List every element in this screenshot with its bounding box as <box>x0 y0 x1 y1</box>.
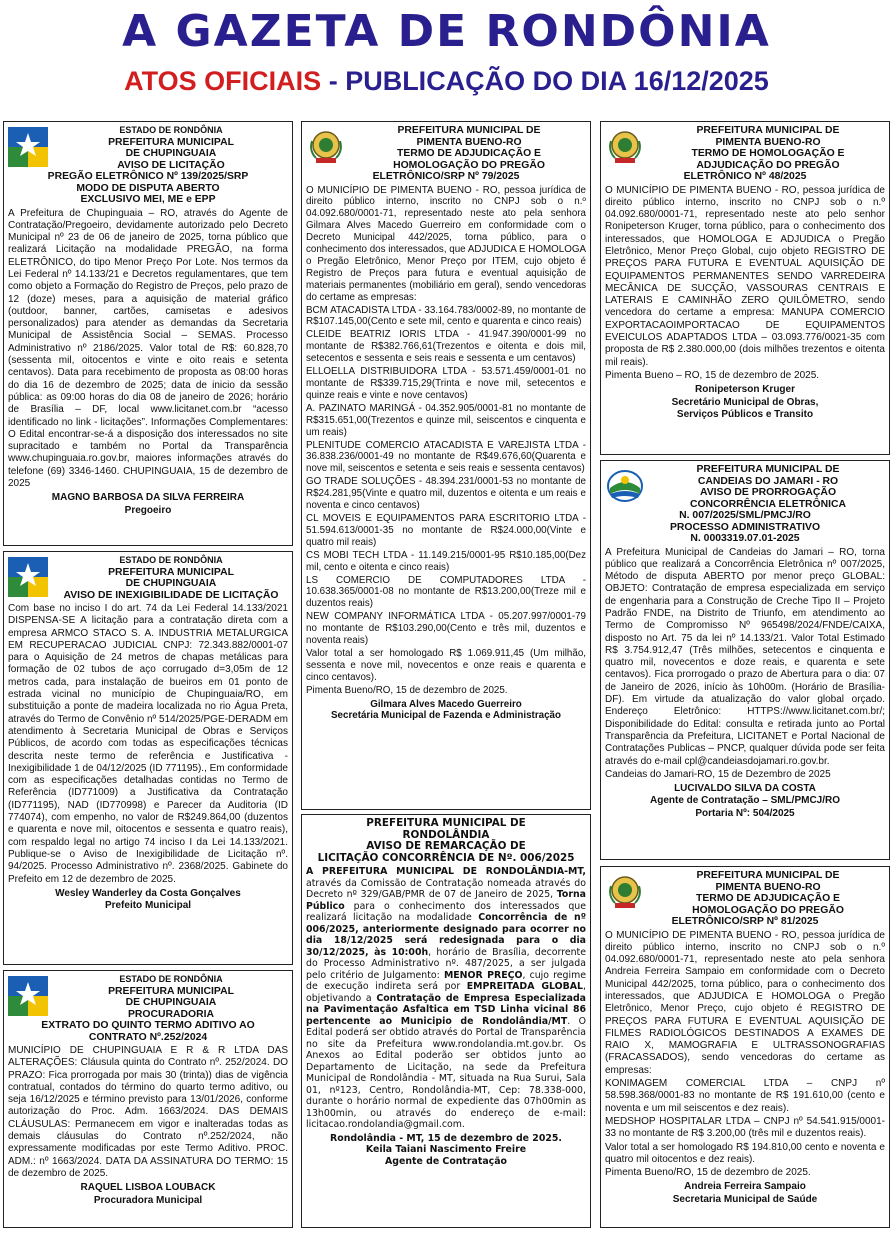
signatory-title: Serviços Públicos e Transito <box>676 408 814 420</box>
hdr-line: LICITAÇÃO CONCORRÊNCIA DE Nº. 006/2025 <box>317 851 575 864</box>
notice-body: Com base no inciso I do art. 74 da Lei Federal 14.133/2021 DISPENSA-SE A licitação para a contratação direta com a empresa ARMCO STACO S. A. INDUSTRIA METALURGICA EM RECUPERACAO JUDICIAL CNPJ: 72.343.882/0001-07 para o Aquisição de 24 metros de chapas metálicas para formação de 02 tubos de aço corrugado d=3,05m de 12 metros cada, para instalação de bueiros em 01 ponto de estrada vicinal no município de Chupinguaia/RO, em substituição a ponte de madeira localizada no rio Água Preta, através do Termo de Convênio nº 514/2025/PGE-DERADM em atendimento à Secretaria Municipal de Obras e Serviços Públicos, de acordo com todas as especificações técnicas descrita neste termo de referência e Justificativa - Inexigibilidade 1 de 04/12/2025 (ID 771195)., Em conformidade com as especificações detalhadas contidas no Termo de Referência (ID771009) a Justificativa da Contratação (ID771195), NAD (ID770998) e Parecer da Auditoria (ID 774074), com empenho, no valor de R$249.864,00 (duzentos e quarenta e nove mil, oitocentos e sessenta e quatro reais), com respaldo legal no artigo 74 inciso I da Lei 14.133/2021. Publique-se o Aviso de Inexigibilidade de Licitação nº. 94/2025. Processo Administrativo nº. 2368/2025. Gabinete do Prefeito em 12 de dezembro de 2025. <box>8 603 288 885</box>
hdr-line: AVISO DE PRORROGAÇÃO <box>699 487 837 498</box>
signatory-title: Agente de Contratação – SML/PMCJ/RO <box>649 795 841 807</box>
signatory-name: Keila Taiani Nascimento Freire <box>365 1144 527 1155</box>
subhead-right: PUBLICAÇÃO DO DIA 16/12/2025 <box>345 66 769 96</box>
signatory-title: Pregoeiro <box>124 504 172 516</box>
hdr-line: PREFEITURA MUNICIPAL <box>108 566 234 578</box>
notice-pimenta-bueno-81 <box>600 866 890 1228</box>
hdr-line: ELETRÔNICO/SRP Nº 79/2025 <box>372 171 520 182</box>
body-text: . O Edital poderá ser obtido através do Portal de Transparência no site da Prefeitura www.rondolandia.mt.gov.br. Os Anexos ao Edital poderão ser obtidos junto ao Departamento de Licitação, na sede da Prefeitura Municipal de Rondolândia - MT, situada na Rua Surui, Sala 01, nº123, Centro, Rondolândia-MT, Cep: 78.338-000, durante o horário normal de expediente das 07h00min as 13h00min, ou através do endereço de e-mail: licitacao.rondolandia@gmail.com. <box>306 1015 587 1130</box>
notice-pimenta-bueno-48 <box>600 121 890 455</box>
notice-body: A Prefeitura de Chupinguaia – RO, através do Agente de Contratação/Pregoeiro, devidamente autorizado pelo Decreto Municipal nº 23 de 06 de janeiro de 2025, torna público que realizará Licitação na modalidade PREGÃO, na forma ELETRÔNICO, do tipo Menor Preço Por Lote. Nos termos da Lei Federal nº 14.133/21 e Decretos regulamentares, que tem como objeto a Formação do Registro de Preços, pelo prazo de 12 (doze) meses, para a aquisição de material gráfico (outdoor, banner, cartões, camisetas e adesivos personalizados) para atender as demandas da Secretaria Municipal de Assistência Social – SEMAS. Processo Administrativo nº 2186/2025. Valor total de R$: 60.828,70 (sessenta mil, oitocentos e vinte e oito reais e setenta centavos). Data para recebimento de proposta as 08:00 horas do dia 16 de dezembro de 2025; data de inicio da sessão pública: as 09:00 horas do dia 08 de janeiro de 2026; horário de Brasília – DF, local www.licitanet.com.br “acesso identificado no link - licitações”. Informações Complementares: O Edital encontrar-se-á a disposição dos interessados no site supracitado e também no Portal da Transparência www.chupinguaia.ro.gov.br, maiores informações através do telefone (69) 3346-1460. CHUPINGUAIA, 15 de dezembro de 2025 <box>8 207 288 490</box>
notice-body <box>306 866 586 1131</box>
notice-rondolandia <box>301 814 591 1228</box>
hdr-line: ESTADO DE RONDÔNIA <box>119 125 223 135</box>
list-item: Valor total a ser homologado R$ 194.810,00 cento e noventa e quatro mil oitocentos e dez reais). <box>605 1141 885 1165</box>
signatory-name: Gilmara Alves Macedo Guerreiro <box>370 698 522 710</box>
signatory-name: Andreia Ferreira Sampaio <box>684 1181 806 1193</box>
hdr-line: PREFEITURA MUNICIPAL DE <box>366 817 526 829</box>
list-item: CLEIDE BEATRIZ IORIS LTDA - 41.947.390/0001-99 no montante de R$382.766,61(Trezentos e oitenta e dois mil, setecentos e sessenta e seis reais e sessenta e um centavos) <box>306 329 586 365</box>
body-emphasis: Contratação de Empresa Especializada na Pavimentação Asfaltica em TSD Linha vicinal 86 pertencente ao Municipio de Rondolândia/MT <box>306 992 586 1027</box>
body-emphasis: Torna Público <box>306 889 586 912</box>
hdr-line: ELETRÔNICO/SRP Nº 81/2025 <box>671 916 819 927</box>
notice-chupinguaia-inexigibilidade <box>3 551 293 965</box>
body-text: , cujo regime de execução indireta será por <box>306 969 586 992</box>
list-item: Pimenta Bueno/RO, 15 de dezembro de 2025. <box>306 684 508 696</box>
hdr-line: MODO DE DISPUTA ABERTO <box>76 182 220 194</box>
rondonia-flag-icon <box>8 127 48 167</box>
notice-body: A Prefeitura Municipal de Candeias do Jamari – RO, torna público que realizará a Concorrência Eletrônica nº 007/2025, Método de disputa ABERTO por menor preço GLOBAL: OBJETO: Contratação de empresa especializada em serviço de engenharia para a Construção de Creche Tipo II – Projeto Padrão FNDE, na Distrito de Triunfo, em atendimento ao Termo de Compromisso Nº 965498/2024/FNDE/CAIXA, disposto no Art. 75 da lei nº 14.133/21. Valor Total Estimado R$ 3.754.912,47 (Três milhões, setecentos e cinquenta e quatro mil, novecentos e doze reais, e quarenta e sete centavos). Fica prorrogado o prazo de Abertura para o dia: 07 de Janeiro de 2026, início às 10h00m. (Horário de Brasília-DF). Em virtude da atualização do valor global orçado. Endereço Eletrônico: HTTPS://www.licitanet.com.br/; Disponibilidade do Edital: consulta e retirada junto ao Portal Transparência da Prefeitura, LICITANET e Portal Nacional de Contratações Publicas – PNCP, qualquer dúvida pode ser feita através do e-mail cpl@candeiasdojamari.ro.gov.br. <box>605 546 885 767</box>
hdr-line: CANDEIAS DO JAMARI - RO <box>697 475 839 487</box>
hdr-line: AVISO DE REMARCAÇÃO DE <box>366 840 526 852</box>
list-item: PLENITUDE COMERCIO ATACADISTA E VAREJISTA LTDA - 36.838.236/0001-49 no montante de R$49.676,60(Quarenta e nove mil, seiscentos e setenta e seis reais e sessenta centavos) <box>306 439 586 475</box>
hdr-line: PREFEITURA MUNICIPAL DE <box>397 125 541 136</box>
list-item: GO TRADE SOLUÇÕES - 48.394.231/0001-53 no montante de R$24.281,95(Vinte e quatro mil, duzentos e oitenta e um reais e noventa e cinco centavos) <box>306 476 586 512</box>
hdr-line: PIMENTA BUENO-RO <box>416 136 522 148</box>
notice-body: MUNICÍPIO DE CHUPINGUAIA E R & R LTDA DAS ALTERAÇÕES: Cláusula quinta do Contrato nº. 252/2024. DO PRAZO: Fica prorrogada por mais 30 (trinta)) dias de vigência contratual, contados do término do quarto termo aditivo, ou seja 16/12/2025 e término previsto para 13/01/2026, conforme autorização do Proc. Adm. 1663/2024. DAS DEMAIS CLÁUSULAS: Permanecem em vigor e inalteradas todas as demais cláusulas do Contrato nº.252/2024, não expressamente modificadas por este Termo Aditivo. PROC. ADM.: nº 1663/2024. DATA DA ASSINATURA DO TERMO: 15 de dezembro de 2025. <box>8 1045 288 1179</box>
notice-body: O MUNICÍPIO DE PIMENTA BUENO - RO, pessoa jurídica de direito público interno, inscrito no CNPJ sob o n.º 04.092.680/0001-71, representado neste ato pela senhora Gilmara Alves Macedo Guerreiro em conformidade com o Decreto Municipal 442/2025, torna público, para o conhecimento dos interessados, que ADJUDICA E HOMOLOGA o Pregão Eletrônico, Menor Preço por ITEM, cujo objeto é Registro de Preços para futura e eventual aquisição de materiais permanentes (mobiliário em geral), sendo vencedoras do certame as empresas: <box>306 184 586 303</box>
candeias-coat-of-arms-icon <box>605 466 645 506</box>
list-item: Valor total a ser homologado R$ 1.069.911,45 (Um milhão, sessenta e nove mil, novecentos e onze reais e quarenta e cinco centavos). <box>306 647 586 683</box>
hdr-line: HOMOLOGAÇÃO DO PREGÃO <box>692 904 844 916</box>
hdr-line: ADJUDICAÇÃO DO PREGÃO <box>696 159 840 171</box>
hdr-line: TERMO DE ADJUDICAÇÃO E <box>696 893 840 904</box>
hdr-line: PREFEITURA MUNICIPAL DE <box>696 125 840 136</box>
masthead: A GAZETA DE RONDÔNIA <box>122 6 771 57</box>
hdr-line: DE CHUPINGUAIA <box>125 148 217 159</box>
list-item: BCM ATACADISTA LTDA - 33.164.783/0002-89, no montante de R$107.145,00(Cento e sete mil, cento e quarenta e cinco reais) <box>306 304 586 328</box>
hdr-line: N. 007/2025/SML/PMCJ/RO <box>679 510 811 521</box>
notice-date: Rondolândia - MT, 15 de dezembro de 2025. <box>330 1132 562 1144</box>
municipal-coat-of-arms-icon <box>605 127 645 167</box>
signatory-name: MAGNO BARBOSA DA SILVA FERREIRA <box>51 492 245 504</box>
municipal-coat-of-arms-icon <box>306 127 346 167</box>
signatory-name: Ronipeterson Kruger <box>694 384 795 396</box>
signatory-name: Wesley Wanderley da Costa Gonçalves <box>55 887 241 899</box>
hdr-line: EXTRATO DO QUINTO TERMO ADITIVO AO <box>41 1020 255 1031</box>
signatory-title: Agente de Contratação <box>385 1155 507 1167</box>
hdr-line: PREFEITURA MUNICIPAL <box>108 985 234 997</box>
body-emphasis: EMPREITADA GLOBAL <box>466 981 584 992</box>
hdr-line: HOMOLOGAÇÃO DO PREGÃO <box>393 159 545 171</box>
list-item: NEW COMPANY INFORMÁTICA LTDA - 05.207.997/0001-79 no montante de R$103.290,00(Cento e três mil, duzentos e noventa reais) <box>306 611 586 647</box>
hdr-line: EXCLUSIVO MEI, ME e EPP <box>80 194 216 205</box>
rondonia-flag-icon <box>8 976 48 1016</box>
notice-body: O MUNICÍPIO DE PIMENTA BUENO - RO, pessoa jurídica de direito público interno, inscrito no CNPJ sob o n.º 04.092.680/0001-71, representado neste ato pelo senhor Ronipeterson Kruger, torna público, para o conhecimento dos interessados, que HOMOLOGA E ADJUDICA o Pregão Eletrônico, Menor Preço Global, cujo objeto REGISTRO DE PREÇOS PARA FUTURA E EVENTUAL AQUISIÇÃO DE EQUIPAMENTOS PERMANENTES SENDO VARREDEIRA MECÂNICA DE SUCÇÃO, VASSOURAS CENTRAIS E LATERAIS E CAMINHÃO ZERO QUILÔMETRO, sendo vencedora do certame a empresa: MANUPA COMERCIO EXPORTACAOIMPORTACAO DE EQUIPAMENTOS EVEICULOS ADAPTADOS LTDA – 03.093.776/0021-35 com proposta de R$ 2.380.000,00 (dois milhões trezentos e oitenta mil reais). <box>605 184 885 368</box>
hdr-line: TERMO DE HOMOLOGAÇÃO E <box>691 148 845 159</box>
notice-chupinguaia-aditivo <box>3 970 293 1228</box>
notice-date: Candeias do Jamari-RO, 15 de Dezembro de 2025 <box>605 768 831 780</box>
hdr-line: PIMENTA BUENO-RO <box>715 136 821 148</box>
hdr-line: PROCESSO ADMINISTRATIVO <box>669 521 821 533</box>
subhead <box>0 66 893 97</box>
signatory-title: Procuradora Municipal <box>93 1194 203 1206</box>
notice-chupinguaia-pregao <box>3 121 293 546</box>
signatory-title: Secretário Municipal de Obras, <box>671 396 819 408</box>
body-text: através da Comissão de Contratação nomeada através do Decreto nº 329/GAB/PMR de 07 de Janeiro de 2025, <box>306 877 586 900</box>
hdr-line: ESTADO DE RONDÔNIA <box>119 974 223 984</box>
signatory-name: RAQUEL LISBOA LOUBACK <box>80 1182 216 1194</box>
list-item: CL MOVEIS E EQUIPAMENTOS PARA ESCRITORIO LTDA - 51.594.613/0001-35 no montante de R$24.000,00(Vinte e quatro mil reais) <box>306 512 586 548</box>
notice-candeias-do-jamari <box>600 460 890 860</box>
municipal-coat-of-arms-icon <box>605 872 645 912</box>
signatory-name: LUCIVALDO SILVA DA COSTA <box>674 783 816 795</box>
list-item: MEDSHOP HOSPITALAR LTDA – CNPJ nº 54.541.915/0001-33 no montante de R$ 3.200,00 (três mil e duzentos reais). <box>605 1115 885 1140</box>
hdr-line: RONDOLÂNDIA <box>402 828 490 841</box>
signatory-title: Portaria Nº: 504/2025 <box>695 807 795 819</box>
rondonia-flag-icon <box>8 557 48 597</box>
hdr-line: PREFEITURA MUNICIPAL DE <box>696 464 840 475</box>
hdr-line: PREFEITURA MUNICIPAL <box>108 136 234 148</box>
list-item: Pimenta Bueno/RO, 15 de dezembro de 2025. <box>605 1167 811 1179</box>
hdr-line: PREGÃO ELETRÔNICO Nº 139/2025/SRP <box>47 171 249 182</box>
hdr-line: DE CHUPINGUAIA <box>125 578 217 589</box>
body-emphasis: A PREFEITURA MUNICIPAL DE RONDOLÂNDIA-MT, <box>306 866 586 877</box>
signatory-title: Secretaria Municipal de Saúde <box>672 1193 818 1205</box>
body-text: , horário de Brasília, decorrente do Processo Administrativo nº. 487/2025, a ser julgada pelo critério de Julgamento: <box>306 946 586 981</box>
list-item: LS COMERCIO DE COMPUTADORES LTDA - 10.638.365/0001-08 no montante de R$13.200,00(Treze mil e duzentos reais) <box>306 574 586 610</box>
notice-date: Pimenta Bueno – RO, 15 de dezembro de 2025. <box>605 369 820 381</box>
notice-pimenta-bueno-79 <box>301 121 591 810</box>
body-emphasis: MENOR PREÇO <box>443 969 523 981</box>
list-item: CS MOBI TECH LTDA - 11.149.215/0001-95 R$10.185,00(Dez mil, cento e oitenta e cinco reais) <box>306 549 586 573</box>
list-item: KONIMAGEM COMERCIAL LTDA – CNPJ nº 58.598.368/0001-83 no montante de R$ 191.610,00 (cento e noventa e um mil seiscentos e dez reais). <box>605 1078 885 1114</box>
hdr-line: ESTADO DE RONDÔNIA <box>119 555 223 565</box>
hdr-line: AVISO DE INEXIGIBILIDADE DE LICITAÇÃO <box>63 589 279 601</box>
hdr-line: AVISO DE LICITAÇÃO <box>117 159 225 171</box>
list-item: ELLOELLA DISTRIBUIDORA LTDA - 53.571.459/0001-01 no montante de R$339.715,29(Trinta e nove mil, setecentos e quinze reais e vinte e nove centavos) <box>306 366 586 401</box>
subhead-sep: - <box>321 66 346 96</box>
signatory-title: Prefeito Municipal <box>104 900 192 912</box>
body-text: , objetivando a <box>306 981 586 1004</box>
hdr-line: PIMENTA BUENO-RO <box>715 881 821 893</box>
signatory-title: Secretária Municipal de Fazenda e Administração <box>331 710 561 722</box>
hdr-line: CONCORRÊNCIA ELETRÔNICA <box>689 498 847 510</box>
body-text: para o conhecimento dos interessados que realizará licitação na modalidade <box>306 900 586 923</box>
hdr-line: ELETRÔNICO Nº 48/2025 <box>683 171 807 182</box>
hdr-line: CONTRATO Nº.252/2024 <box>88 1031 208 1043</box>
hdr-line: PROCURADORIA <box>127 1008 214 1020</box>
body-emphasis: Concorrência de nº 006/2025, anteriormente designado para ocorrer no dia 18/12/2025 será redesignada para o dia 30/12/2025, às 10:00h <box>306 912 586 958</box>
hdr-line: N. 0003319.07.01-2025 <box>690 533 800 544</box>
hdr-line: PREFEITURA MUNICIPAL DE <box>696 870 840 881</box>
subhead-left: ATOS OFICIAIS <box>124 66 322 96</box>
list-item: A. PAZINATO MARINGÁ - 04.352.905/0001-81 no montante de R$315.651,00(Trezentos e quinze mil, seiscentos e cinquenta e um reais) <box>306 402 586 438</box>
hdr-line: DE CHUPINGUAIA <box>125 997 217 1008</box>
hdr-line: TERMO DE ADJUDICAÇÃO E <box>397 148 541 159</box>
notice-body: O MUNICÍPIO DE PIMENTA BUENO - RO, pessoa jurídica de direito público interno, inscrito no CNPJ sob o n.º 04.092.680/0001-71, representado neste ato pela senhora Andreia Ferreira Sampaio em conformidade com o Decreto Municipal 442/2025, torna público, para o conhecimento dos interessados, que ADJUDICA E HOMOLOGA o Pregão Eletrônico, Menor Preço, cujo objeto é REGISTRO DE PREÇOS PARA FUTURA E EVENTUAL AQUISIÇÃO DE FILMES RADIOLÓGICOS DESTINADOS A EXAMES DE RAIO X, MAMOGRAFIA E ULTRASSONOGRAFIAS (FRACASSADOS), sendo vencedoras do certame as empresas: <box>605 929 885 1076</box>
